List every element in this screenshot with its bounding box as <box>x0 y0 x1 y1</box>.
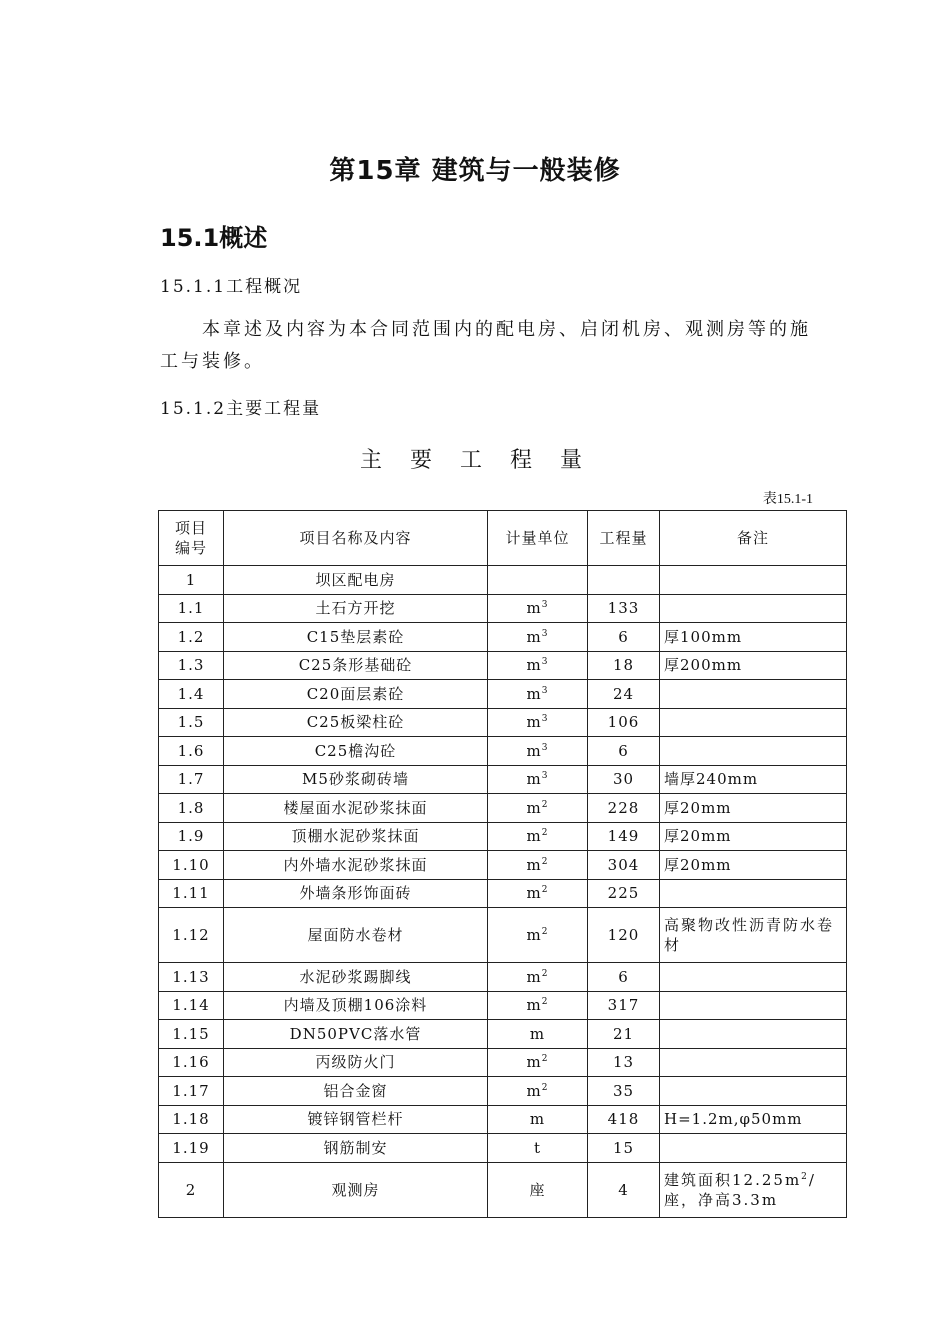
item-unit: t <box>488 1134 588 1163</box>
table-row <box>159 1162 847 1217</box>
item-unit: $m^2$ <box>488 1048 588 1077</box>
item-no: 1.16 <box>159 1048 224 1077</box>
item-no: 1.2 <box>159 623 224 652</box>
item-name: 内墙及顶棚106涂料 <box>224 991 488 1020</box>
item-note <box>660 594 847 623</box>
item-qty: 133 <box>588 594 660 623</box>
item-name: 楼屋面水泥砂浆抹面 <box>224 794 488 823</box>
table-row <box>159 594 847 623</box>
table-row <box>159 708 847 737</box>
item-qty: 6 <box>588 963 660 992</box>
table-row <box>159 623 847 652</box>
item-name: 顶棚水泥砂浆抹面 <box>224 822 488 851</box>
item-name: 铝合金窗 <box>224 1077 488 1106</box>
table-row <box>159 737 847 766</box>
item-name: 坝区配电房 <box>224 566 488 595</box>
item-qty: 6 <box>588 737 660 766</box>
subsection-quantities-heading: 15.1.2主要工程量 <box>160 399 322 419</box>
item-no: 1.17 <box>159 1077 224 1106</box>
item-unit: $m^3$ <box>488 765 588 794</box>
item-qty: 228 <box>588 794 660 823</box>
item-note: 厚20mm <box>660 851 847 880</box>
item-note <box>660 566 847 595</box>
item-note <box>660 1134 847 1163</box>
table-row <box>159 680 847 709</box>
item-qty: 418 <box>588 1105 660 1134</box>
item-unit: $m^2$ <box>488 963 588 992</box>
item-no: 1.6 <box>159 737 224 766</box>
item-note <box>660 680 847 709</box>
quantities-table <box>158 510 847 1218</box>
item-note <box>660 879 847 908</box>
table-row <box>159 851 847 880</box>
item-qty: 15 <box>588 1134 660 1163</box>
item-unit: $m^2$ <box>488 991 588 1020</box>
item-qty: 149 <box>588 822 660 851</box>
item-unit: $m^3$ <box>488 651 588 680</box>
table-row <box>159 1020 847 1049</box>
item-qty: 4 <box>588 1162 660 1217</box>
item-note: 墙厚240mm <box>660 765 847 794</box>
item-no: 1.9 <box>159 822 224 851</box>
table-row <box>159 651 847 680</box>
item-no: 1.4 <box>159 680 224 709</box>
item-unit: m <box>488 1020 588 1049</box>
table-number: 表15.1-1 <box>762 492 813 507</box>
item-no: 1.8 <box>159 794 224 823</box>
header-no: 项目编号 <box>159 511 224 566</box>
item-note: 高聚物改性沥青防水卷材 <box>660 908 847 963</box>
subsection-overview-heading: 15.1.1工程概况 <box>160 277 303 297</box>
item-name: 内外墙水泥砂浆抹面 <box>224 851 488 880</box>
table-row <box>159 1134 847 1163</box>
header-name: 项目名称及内容 <box>224 511 488 566</box>
item-name: DN50PVC落水管 <box>224 1020 488 1049</box>
item-no: 1.5 <box>159 708 224 737</box>
item-name: C20面层素砼 <box>224 680 488 709</box>
item-qty: 30 <box>588 765 660 794</box>
item-note: 厚20mm <box>660 822 847 851</box>
item-unit: $m^2$ <box>488 1077 588 1106</box>
table-row <box>159 1077 847 1106</box>
item-note: 厚100mm <box>660 623 847 652</box>
item-unit: $m^3$ <box>488 708 588 737</box>
item-name: M5砂浆砌砖墙 <box>224 765 488 794</box>
item-unit: m <box>488 1105 588 1134</box>
item-no: 1.19 <box>159 1134 224 1163</box>
header-qty: 工程量 <box>588 511 660 566</box>
item-qty: 13 <box>588 1048 660 1077</box>
item-qty: 317 <box>588 991 660 1020</box>
item-name: C25板梁柱砼 <box>224 708 488 737</box>
table-row <box>159 879 847 908</box>
item-name: 外墙条形饰面砖 <box>224 879 488 908</box>
item-note <box>660 737 847 766</box>
item-unit: $m^2$ <box>488 851 588 880</box>
table-title: 主要工程量 <box>359 448 610 473</box>
item-qty: 304 <box>588 851 660 880</box>
item-no: 1.12 <box>159 908 224 963</box>
item-no: 1.3 <box>159 651 224 680</box>
item-unit: $m^2$ <box>488 908 588 963</box>
item-no: 1.13 <box>159 963 224 992</box>
table-row <box>159 908 847 963</box>
item-unit: $m^3$ <box>488 680 588 709</box>
chapter-title: 第15章 建筑与一般装修 <box>329 156 621 186</box>
item-name: 水泥砂浆踢脚线 <box>224 963 488 992</box>
item-name: C15垫层素砼 <box>224 623 488 652</box>
item-note: H=1.2m,φ50mm <box>660 1105 847 1134</box>
section-title: 15.1概述 <box>160 224 268 252</box>
item-no: 1.18 <box>159 1105 224 1134</box>
item-no: 2 <box>159 1162 224 1217</box>
item-qty: 120 <box>588 908 660 963</box>
item-note: 厚20mm <box>660 794 847 823</box>
item-note <box>660 1048 847 1077</box>
item-note <box>660 963 847 992</box>
item-unit: $m^2$ <box>488 794 588 823</box>
header-note: 备注 <box>660 511 847 566</box>
item-qty: 24 <box>588 680 660 709</box>
item-name: 镀锌钢管栏杆 <box>224 1105 488 1134</box>
item-qty: 106 <box>588 708 660 737</box>
item-note <box>660 991 847 1020</box>
item-name: C25条形基础砼 <box>224 651 488 680</box>
item-no: 1.15 <box>159 1020 224 1049</box>
item-note <box>660 1020 847 1049</box>
item-qty <box>588 566 660 595</box>
item-note <box>660 1077 847 1106</box>
table-row <box>159 1048 847 1077</box>
item-no: 1.7 <box>159 765 224 794</box>
item-no: 1.11 <box>159 879 224 908</box>
table-header-row <box>159 511 847 566</box>
item-unit: $m^3$ <box>488 623 588 652</box>
table-row <box>159 765 847 794</box>
item-qty: 6 <box>588 623 660 652</box>
table-row <box>159 963 847 992</box>
table-row <box>159 1105 847 1134</box>
table-row <box>159 566 847 595</box>
item-name: 屋面防水卷材 <box>224 908 488 963</box>
item-name: 观测房 <box>224 1162 488 1217</box>
item-no: 1 <box>159 566 224 595</box>
item-no: 1.1 <box>159 594 224 623</box>
item-qty: 35 <box>588 1077 660 1106</box>
item-unit: $m^3$ <box>488 594 588 623</box>
item-name: 钢筋制安 <box>224 1134 488 1163</box>
item-unit: $m^2$ <box>488 879 588 908</box>
item-name: 丙级防火门 <box>224 1048 488 1077</box>
item-name: C25檐沟砼 <box>224 737 488 766</box>
item-unit: $m^2$ <box>488 822 588 851</box>
item-no: 1.10 <box>159 851 224 880</box>
table-row <box>159 822 847 851</box>
item-name: 土石方开挖 <box>224 594 488 623</box>
item-note <box>660 708 847 737</box>
item-unit: $m^3$ <box>488 737 588 766</box>
item-unit <box>488 566 588 595</box>
item-no: 1.14 <box>159 991 224 1020</box>
header-unit: 计量单位 <box>488 511 588 566</box>
item-note: 建筑面积$12.25m^2/$座，净高3.3m <box>660 1162 847 1217</box>
item-qty: 21 <box>588 1020 660 1049</box>
item-qty: 225 <box>588 879 660 908</box>
table-row <box>159 991 847 1020</box>
item-unit: 座 <box>488 1162 588 1217</box>
overview-paragraph: 本章述及内容为本合同范围内的配电房、启闭机房、观测房等的施工与装修。 <box>160 319 811 372</box>
item-note: 厚200mm <box>660 651 847 680</box>
item-qty: 18 <box>588 651 660 680</box>
table-row <box>159 794 847 823</box>
